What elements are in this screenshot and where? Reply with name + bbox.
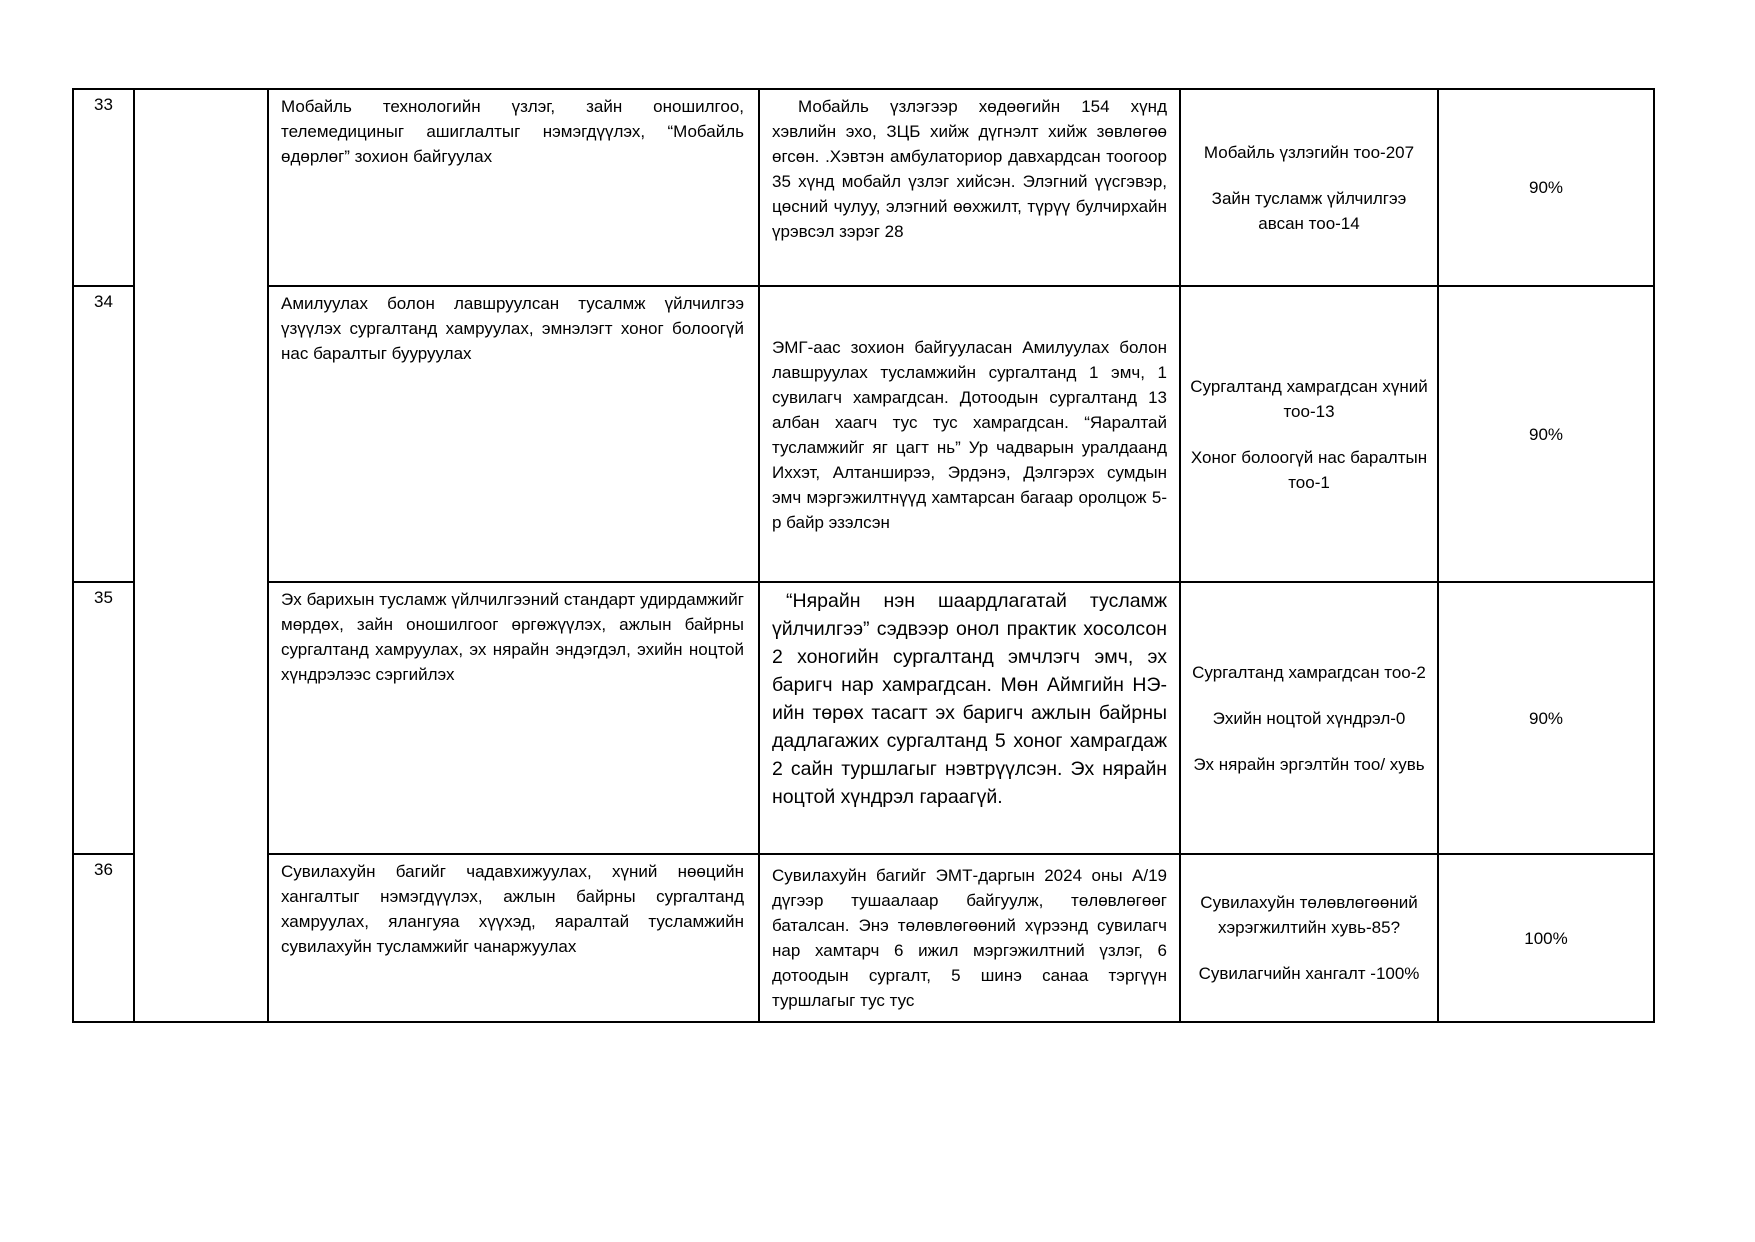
table-row xyxy=(73,89,1654,286)
percent-cell: 90% xyxy=(1438,89,1654,286)
indicator-cell xyxy=(1180,89,1438,286)
task-cell: Амилуулах болон лавшруулсан тусалмж үйлчилгээ үзүүлэх сургалтанд хамруулах, эмнэлэгт хоног болоогүй нас баралтыг бууруулах xyxy=(268,286,759,582)
plan-table xyxy=(72,88,1655,1023)
row-number: 36 xyxy=(73,854,134,1022)
indicator-cell xyxy=(1180,286,1438,582)
indicator-text: Сувилахуйн төлөвлөгөөний хэрэгжилтийн хувь-85? xyxy=(1200,893,1418,937)
row-number: 34 xyxy=(73,286,134,582)
task-cell: Эх барихын тусламж үйлчилгээний стандарт удирдамжийг мөрдөх, зайн оношилгоог өргөжүүлэх, ажлын байрны сургалтанд хамруулах, эх нярайн эндэгдэл, эхийн ноцтой хүндрэлээс сэргийлэх xyxy=(268,582,759,854)
task-cell: Сувилахуйн багийг чадавхижуулах, хүний нөөцийн хангалтыг нэмэгдүүлэх, ажлын байрны сургалтанд хамруулах, ялангуяа хүүхэд, яаралтай тусламжийн сувилахуйн тусламжийг чанаржуулах xyxy=(268,854,759,1022)
indicator-text: Эх нярайн эргэлтйн тоо/ хувь xyxy=(1193,754,1425,774)
indicator-text: Эхийн ноцтой хүндрэл-0 xyxy=(1212,708,1406,728)
indicator-cell xyxy=(1180,854,1438,1022)
row-number: 35 xyxy=(73,582,134,854)
indicator-text: Хоног болоогүй нас баралтын тоо-1 xyxy=(1190,447,1428,492)
merged-empty-cell xyxy=(134,89,268,1022)
percent-cell: 90% xyxy=(1438,286,1654,582)
indicator-text: Сургалтанд хамрагдсан тоо-2 xyxy=(1192,662,1426,682)
task-cell: Мобайль технологийн үзлэг, зайн оношилгоо, телемедициныг ашиглалтыг нэмэгдүүлэх, “Мобайль өдөрлөг” зохион байгуулах xyxy=(268,89,759,286)
result-cell: ЭМГ-аас зохион байгууласан Амилуулах болон лавшруулах тусламжийн сургалтанд 1 эмч, 1 сувилагч хамрагдсан. Дотоодын сургалтанд 13 албан хаагч тус тус хамрагдсан. “Яаралтай тусламжийг яг цагт нь” Ур чадварын уралдаанд Иххэт, Алтанширээ, Эрдэнэ, Дэлгэрэх сумдын эмч мэргэжилтнүүд хамтарсан багаар оролцож 5-р байр эзэлсэн xyxy=(759,286,1180,582)
indicator-cell xyxy=(1180,582,1438,854)
table-row xyxy=(73,286,1654,582)
indicator-text: Зайн тусламж үйлчилгээ авсан тоо-14 xyxy=(1211,188,1407,233)
percent-cell: 100% xyxy=(1438,854,1654,1022)
table-row xyxy=(73,582,1654,854)
table-row xyxy=(73,854,1654,1022)
result-cell: “Нярайн нэн шаардлагатай тусламж үйлчилгээ” сэдвээр онол практик хосолсон 2 хоногийн сургалтанд эмчлэгч эмч, эх баригч нар хамрагдсан. Мөн Аймгийн НЭ-ийн төрөх тасагт эх баригч ажлын байрны дадлагажих сургалтанд 5 хоног хамрагдаж 2 сайн туршлагыг нэвтрүүлсэн. Эх нярайн ноцтой хүндрэл гараагүй. xyxy=(759,582,1180,854)
result-cell: Мобайль үзлэгээр хөдөөгийн 154 хүнд хэвлийн эхо, ЗЦБ хийж дүгнэлт хийж зөвлөгөө өгсөн. .Хэвтэн амбулаториор давхардсан тоогоор 35 хүнд мобайл үзлэг хийсэн. Элэгний үүсгэвэр, цөсний чулуу, элэгний өөхжилт, түрүү булчирхайн үрэвсэл зэрэг 28 xyxy=(759,89,1180,286)
indicator-text: Сувилагчийн хангалт -100% xyxy=(1198,964,1420,983)
percent-cell: 90% xyxy=(1438,582,1654,854)
indicator-text: Мобайль үзлэгийн тоо-207 xyxy=(1203,142,1415,162)
result-cell: Сувилахуйн багийг ЭМТ-даргын 2024 оны А/19 дүгээр тушаалаар байгуулж, төлөвлөгөөг баталсан. Энэ төлөвлөгөөний хүрээнд сувилагч нар хамтарч 6 ижил мэргэжилтний үзлэг, 6 дотоодын сургалт, 5 шинэ санаа тэргүүн туршлагыг тус тус xyxy=(759,854,1180,1022)
row-number: 33 xyxy=(73,89,134,286)
indicator-text: Сургалтанд хамрагдсан хүний тоо-13 xyxy=(1190,376,1428,421)
